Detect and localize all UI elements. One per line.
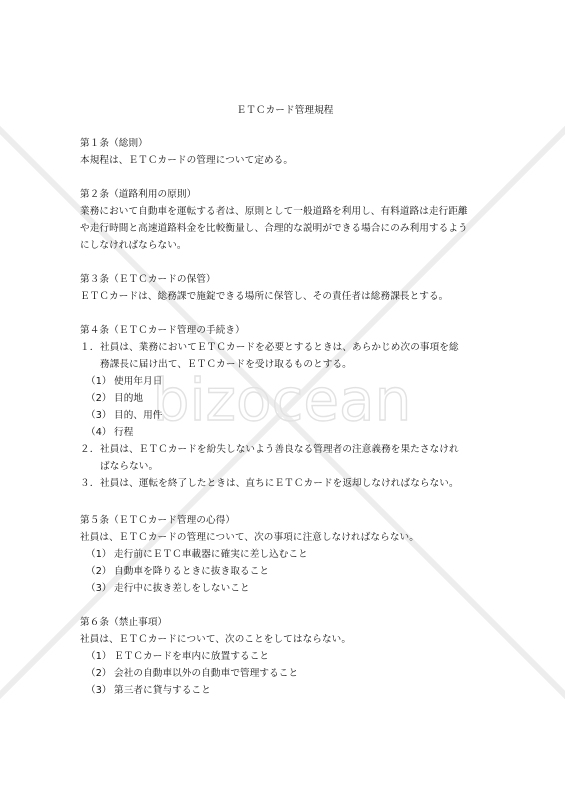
sub-item xyxy=(80,665,490,682)
article-body-line: 本規程は、ＥＴＣカードの管理について定める。 xyxy=(80,155,294,166)
sub-item-number: （4） xyxy=(86,427,112,438)
item-line: 社員は、ＥＴＣカードを紛失しないよう善良なる管理者の注意義務を果たさなけれ xyxy=(100,444,459,455)
sub-item-number: （1） xyxy=(86,651,112,662)
sub-item-text: 使用年月日 xyxy=(114,376,163,387)
article-heading: 第４条（ＥＴＣカード管理の手続き） xyxy=(80,325,245,336)
sub-item-number: （2） xyxy=(86,393,112,404)
sub-item-text: 自動車を降りるときに抜き取ること xyxy=(114,566,270,577)
sub-item-text: ＥＴＣカードを車内に放置すること xyxy=(114,651,270,662)
article-6 xyxy=(80,614,490,699)
article-5 xyxy=(80,512,490,597)
article-4 xyxy=(80,322,490,492)
article-body-line: 業務において自動車を運転する者は、原則として一般道路を利用し、有料道路は走行距離 xyxy=(80,206,468,217)
sub-item-number: （3） xyxy=(86,410,112,421)
sub-item-text: 第三者に貸与すること xyxy=(114,685,211,696)
sub-item xyxy=(80,563,490,580)
item-line: ばならない。 xyxy=(100,461,159,472)
sub-item-number: （2） xyxy=(86,566,112,577)
sub-item xyxy=(80,580,490,597)
article-body-line: 社員は、ＥＴＣカードについて、次のことをしてはならない。 xyxy=(80,634,352,645)
sub-item xyxy=(80,546,490,563)
sub-item xyxy=(80,424,490,441)
numbered-item-2 xyxy=(80,441,490,475)
article-heading: 第１条（総則） xyxy=(80,138,148,149)
article-2 xyxy=(80,186,490,254)
article-body-line: や走行時間と高速道路料金を比較衡量し、合理的な説明ができる場合にのみ利用するよう xyxy=(80,223,468,234)
sub-item-text: 走行前にＥＴＣ車載器に確実に差し込むこと xyxy=(114,549,308,560)
item-number: １． xyxy=(80,342,100,353)
article-body-line: ＥＴＣカードは、総務課で施錠できる場所に保管し、その責任者は総務課長とする。 xyxy=(80,291,449,302)
sub-item xyxy=(80,390,490,407)
article-heading: 第３条（ＥＴＣカードの保管） xyxy=(80,274,216,285)
item-line: 社員は、業務においてＥＴＣカードを必要とするときは、あらかじめ次の事項を総 xyxy=(100,342,459,353)
article-heading: 第２条（道路利用の原則） xyxy=(80,189,197,200)
numbered-item-3 xyxy=(80,475,490,492)
sub-item xyxy=(80,373,490,390)
sub-item-number: （2） xyxy=(86,668,112,679)
sub-item-text: 会社の自動車以外の自動車で管理すること xyxy=(114,668,299,679)
sub-item-number: （1） xyxy=(86,549,112,560)
numbered-item-1 xyxy=(80,339,490,373)
sub-item-text: 走行中に抜き差しをしないこと xyxy=(114,583,250,594)
sub-item-text: 目的地 xyxy=(114,393,144,404)
watermark-text: bizocean xyxy=(152,366,412,434)
sub-item xyxy=(80,407,490,424)
article-3 xyxy=(80,271,490,305)
item-number: ３． xyxy=(80,478,100,489)
item-number: ２． xyxy=(80,444,100,455)
item-line: 務課長に届け出て、ＥＴＣカードを受け取るものとする。 xyxy=(100,359,352,370)
document-title: ＥＴＣカード管理規程 xyxy=(236,105,334,116)
article-1 xyxy=(80,135,490,169)
item-line: 社員は、運転を終了したときは、直ちにＥＴＣカードを返却しなければならない。 xyxy=(100,478,459,489)
sub-item-text: 行程 xyxy=(114,427,134,438)
sub-item-text: 目的、用件 xyxy=(114,410,163,421)
article-heading: 第５条（ＥＴＣカード管理の心得） xyxy=(80,515,236,526)
sub-item xyxy=(80,682,490,699)
article-body-line: 社員は、ＥＴＣカードの管理について、次の事項に注意しなければならない。 xyxy=(80,532,419,543)
article-heading: 第６条（禁止事項） xyxy=(80,617,168,628)
sub-item-number: （3） xyxy=(86,685,112,696)
sub-item-number: （3） xyxy=(86,583,112,594)
sub-item xyxy=(80,648,490,665)
article-body-line: にしなければならない。 xyxy=(80,240,187,251)
sub-item-number: （1） xyxy=(86,376,112,387)
